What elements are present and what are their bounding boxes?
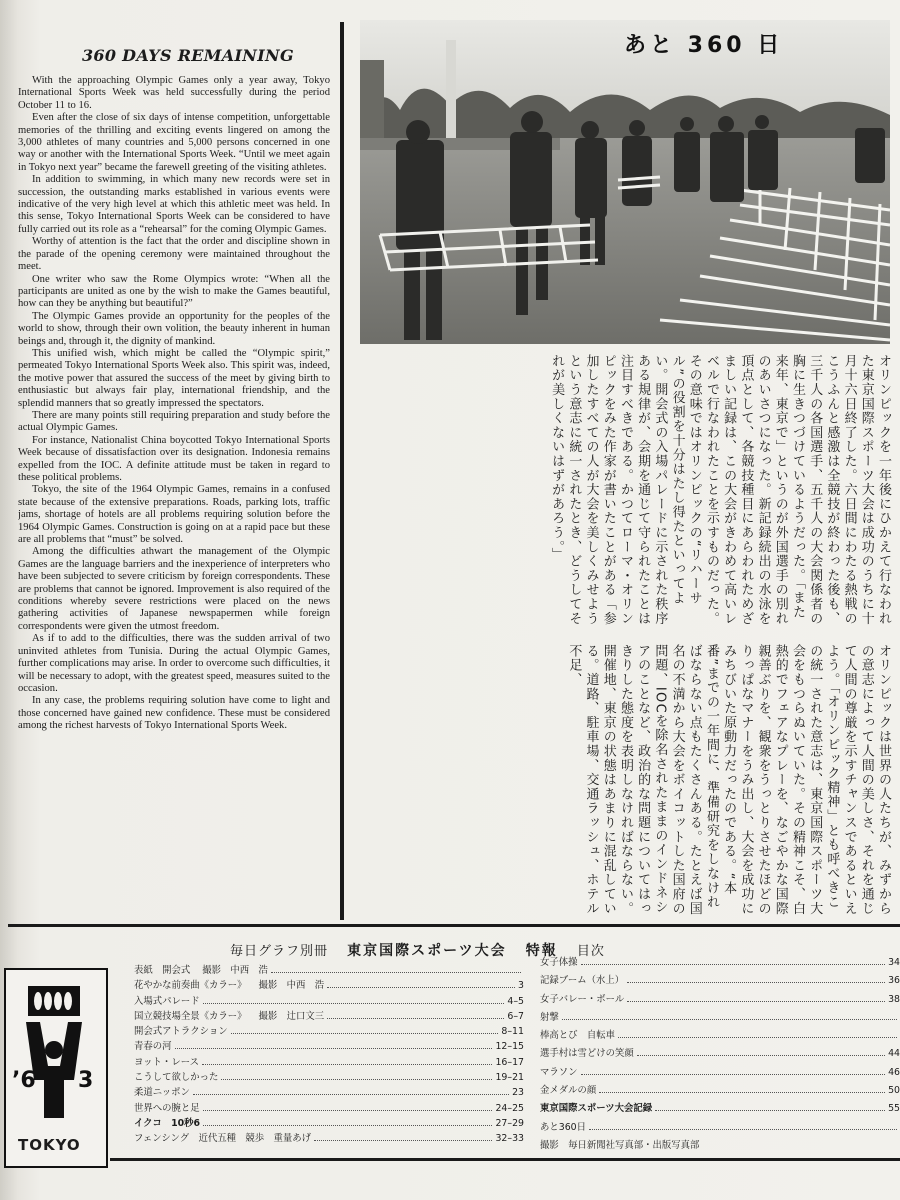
article-paragraph: The Olympic Games provide an opportunity for the peoples of the world to show, through their own volition, the beauty inherent in human beings and, through it, the dignity of mankind. xyxy=(18,310,330,347)
toc-leader-dots xyxy=(203,1003,505,1004)
toc-entry-title: ヨット・レース xyxy=(134,1056,199,1068)
toc-entry-title: 東京国際スポーツ大会記録 xyxy=(540,1103,653,1115)
toc-leader-dots xyxy=(271,972,521,973)
article-paragraph: There are many points still requiring preparation and study before the actual Olympic Games. xyxy=(18,409,330,434)
toc-leader-dots xyxy=(327,1018,504,1019)
toc-entry-page: 24–25 xyxy=(495,1102,524,1114)
toc-entry-credit: 撮影 辻口文三 xyxy=(258,1010,325,1022)
toc-entry-page: 38 xyxy=(888,993,900,1005)
toc-leader-dots xyxy=(599,1092,885,1093)
toc-entry[interactable] xyxy=(134,993,524,1008)
article-paragraph: As if to add to the difficulties, there was the sudden arrival of two uninvited athletes from Tunisia. During the actual Olympic Games, further complications may arise. In order to overcome such difficulties, it will be necessary to adopt, with the greatest speed, measures suited to the occasion. xyxy=(18,633,330,694)
logo-year-left: ’6 xyxy=(12,1068,36,1093)
toc-entry[interactable] xyxy=(540,1027,900,1045)
toc-left-list xyxy=(134,962,524,1146)
toc-entry[interactable] xyxy=(134,1023,524,1038)
english-article xyxy=(18,40,330,920)
toc-leader-dots xyxy=(327,987,515,988)
toc-entry-page: 12–15 xyxy=(495,1041,524,1053)
toc-entry[interactable] xyxy=(134,1084,524,1099)
toc-bottom-rule xyxy=(110,1158,900,1161)
article-paragraph: One writer who saw the Rome Olympics wrote: “When all the participants are united as one by the wish to make the Games beautiful, how can they be anything but beautiful?” xyxy=(18,273,330,310)
toc-entry[interactable] xyxy=(134,1115,524,1130)
toc-entry-title: 青春の河 xyxy=(134,1041,172,1053)
toc-entry[interactable] xyxy=(134,962,524,977)
toc-entry-title: 女子バレー・ボール xyxy=(540,993,625,1005)
toc-entry[interactable] xyxy=(540,1009,900,1027)
toc-header-event: 東京国際スポーツ大会 xyxy=(347,943,507,959)
article-paragraph: Tokyo, the site of the 1964 Olympic Games, remains in a confused state because of the extensive preparations. Roads, parking lots, traffic jams, shortage of hotels are all problems requiring solution before the 1964 Olympic Games. Construction is going on at a rapid pace but these are all problems that “must” be solved. xyxy=(18,484,330,546)
toc-entry-page: 32–33 xyxy=(495,1133,524,1145)
toc-entry-title: 開会式アトラクション xyxy=(134,1026,228,1038)
toc-entry[interactable] xyxy=(134,1100,524,1115)
toc-entry-page: 16–17 xyxy=(495,1056,524,1068)
article-paragraph: Worthy of attention is the fact that the order and discipline shown in the parade of the opening ceremony were maintained throughout the meet. xyxy=(18,236,330,273)
toc-right-list xyxy=(540,954,900,1155)
toc-entry-title: 金メダルの顔 xyxy=(540,1085,597,1097)
toc-leader-dots xyxy=(627,982,885,983)
article-paragraph: Even after the close of six days of intense competition, unforgettable memories of the thrilling and exciting events lingered on among the 3,000 athletes of many countries and 5,000 persons concerned in one way or another with the International Sports Week. “Until we meet again in Tokyo next year” became the farewell greeting of the visiting athletes. xyxy=(18,112,330,173)
japanese-text-lower: オリンピックは世界の人たちが、みずからの意志によって人間の美しさ、それを通じて人間の尊厳を示すチャンスであるといえよう。「オリンピック精神」とも呼べきこの統一された意志は、東京国際スポーツ大会をもつらぬいていた。その精神こそ、白熱的でフェアなプレーを、なごやかな国際親善ぶりを、観衆をうっとりさせたほどのりっぱなマナーをうみ出し、大会を成功にみちびいた原動力だったのである。“本番”までの一年間に、準備研究をしなければならない点もたくさんある。たとえば国名の不満から大会をボイコットした国府の問題、IOCを除名されたままのインドネシアのことなど、政治的な問題についてはっきりした態度を表明しなければならない。開催地、東京の状態はあまりに混乱している。道路、駐車場、交通ラッシュ、ホテル不足、 xyxy=(566,644,891,916)
toc-leader-dots xyxy=(193,1094,509,1095)
toc-entry[interactable] xyxy=(540,1137,900,1155)
toc-entry-title: 撮影 毎日新聞社写真部・出版写真部 xyxy=(540,1139,700,1151)
toc-entry[interactable] xyxy=(134,1130,524,1145)
toc-leader-dots xyxy=(637,1055,885,1056)
toc-entry-title: 入場式パレード xyxy=(134,995,200,1007)
toc-leader-dots xyxy=(203,1125,492,1126)
toc-leader-dots xyxy=(581,964,886,965)
toc-entry[interactable] xyxy=(540,972,900,990)
toc-leader-dots xyxy=(581,1074,886,1075)
article-paragraph: This unified wish, which might be called the “Olympic spirit,” permeated Tokyo International Sports Week also. This spirit was, indeed, the motive power that assured the success of the meet by giving birth to enthusiastic but always fair play, international friendship, and the splendid manners that so greatly impressed the spectators. xyxy=(18,347,330,409)
logo-city: TOKYO xyxy=(18,1136,81,1154)
article-paragraph: In any case, the problems requiring solution have come to light and those concerned have gained new confidence. These must be considered among the richest harvests of Tokyo International Sports Week. xyxy=(18,695,330,732)
toc-entry[interactable] xyxy=(540,1064,900,1082)
toc-leader-dots xyxy=(202,1064,492,1065)
toc-leader-dots xyxy=(175,1048,493,1049)
toc-leader-dots xyxy=(231,1033,499,1034)
toc-entry-page: 3 xyxy=(518,980,524,992)
toc-header-contents: 目次 xyxy=(576,944,605,959)
toc-entry-page: 27–29 xyxy=(495,1117,524,1129)
toc-leader-dots xyxy=(562,1019,897,1020)
toc-entry-page: 8–11 xyxy=(501,1026,524,1038)
toc-entry-title: 棒高とび 自転車 xyxy=(540,1030,616,1042)
article-body xyxy=(18,75,330,733)
toc-leader-dots xyxy=(203,1110,493,1111)
toc-entry-page: 55 xyxy=(888,1103,900,1115)
japanese-article-upper xyxy=(362,354,892,626)
photo-workers-carrying-railings xyxy=(360,20,890,344)
toc-entry-page: 4–5 xyxy=(507,995,524,1007)
toc-header-publication: 毎日グラフ別冊 xyxy=(230,944,329,959)
toc-entry-title: 表紙 開会式 xyxy=(134,965,191,976)
toc-entry-title: 記録ブーム（水上） xyxy=(540,975,625,987)
toc-entry-page: 44 xyxy=(888,1048,900,1060)
toc-entry-page: 19–21 xyxy=(495,1072,524,1084)
toc-entry-title: 世界への腕と足 xyxy=(134,1102,200,1114)
toc-entry[interactable] xyxy=(540,1045,900,1063)
toc-entry-page: 23 xyxy=(512,1087,524,1099)
japanese-text-upper: オリンピックを一年後にひかえて行なわれた東京国際スポーツ大会は成功のうちに十月十六日終了した。六日間にわたる熱戦のこうふんと感激は全競技が終わった後も、三千人の各国選手、五千人の大会関係者の胸に生きつづけているようだった。「また来年、東京で」というのが外国選手の別れのあいさつになった。新記録続出の水泳を頂点として、各競技種目にあらわれためざましい記録は、この大会がきわめて高いレベルで行なわれたことを示すものだった。その意味ではオリンピックの“リハーサル”の役割を十分はたし得たといってよい。開会式の入場パレードに示された秩序ある規律が、会期を通じて守られたことは注目すべきである。かつてローマ・オリンピックをみた作家が書いたことがある「参加したすべての人が大会を美しくみせようという意志に統一されたとき、どうしてそれが美しくないはずがあろう。」 xyxy=(549,354,891,626)
photo-caption-title: あと 360 日 xyxy=(624,33,784,58)
toc-entry[interactable] xyxy=(540,991,900,1009)
toc-entry-page: 46 xyxy=(888,1066,900,1078)
laurel-figure-icon xyxy=(6,970,102,1130)
toc-entry[interactable] xyxy=(540,954,900,972)
toc-leader-dots xyxy=(221,1079,492,1080)
toc-header-special: 特報 xyxy=(525,943,558,959)
toc-entry[interactable] xyxy=(540,1100,900,1118)
tokyo-1963-logo xyxy=(4,968,108,1168)
toc-entry-title: 射撃 xyxy=(540,1011,559,1023)
article-title: 360 DAYS REMAINING xyxy=(82,46,294,65)
article-paragraph: For instance, Nationalist China boycotted Tokyo International Sports Week because of dissatisfaction over its designation. Indonesia remains expelled from the IOC. A definite attitude must be taken in regard to these political problems. xyxy=(18,434,330,483)
logo-year-right: 3 xyxy=(78,1068,94,1093)
toc-entry-title: こうして欲しかった xyxy=(134,1072,219,1084)
toc-entry-title: 女子体操 xyxy=(540,957,578,968)
toc-entry[interactable] xyxy=(134,1054,524,1069)
column-divider xyxy=(340,22,344,920)
toc-entry-title: 柔道ニッポン xyxy=(134,1087,190,1099)
toc-entry[interactable] xyxy=(134,977,524,992)
toc-entry-title: 国立競技場全景《カラー》 xyxy=(134,1010,247,1022)
toc-entry-credit: 撮影 中西 浩 xyxy=(258,980,325,992)
photo-illustration xyxy=(360,20,890,344)
toc-entry-title: あと360日 xyxy=(540,1121,587,1133)
toc-entry-title: 選手村は雪どけの笑顔 xyxy=(540,1048,634,1060)
article-paragraph: In addition to swimming, in which many new records were set in succession, the outstanding marks established in various events were indicative of the very high level at which this athletic meet was held. In this sense, Tokyo International Sports Week can be considered to have fully carried out its role as a “rehearsal” for the coming Olympic Games. xyxy=(18,174,330,235)
toc-leader-dots xyxy=(589,1129,897,1130)
toc-entry-title: イクコ 10秒6 xyxy=(134,1117,201,1129)
toc-entry-page: 34 xyxy=(888,957,900,968)
toc-top-rule xyxy=(8,924,900,927)
toc-leader-dots xyxy=(314,1140,492,1141)
toc-entry-title: 花やかな前奏曲《カラー》 xyxy=(134,980,247,992)
toc-entry-page: 36 xyxy=(888,975,900,987)
toc-entry[interactable] xyxy=(134,1008,524,1023)
japanese-article xyxy=(362,354,892,919)
japanese-article-lower xyxy=(362,644,892,914)
article-paragraph: Among the difficulties athwart the management of the Olympic Games are the language barriers and the inexperience of interpreters who have been subjected to severe criticism by foreign correspondents. These are problems that cannot be ignored. Improvement is also required of the conditions whereby severe restrictions were placed on the news gathering activities of Japanese newspapermen while foreign correspondents were given the utmost freedom. xyxy=(18,546,330,632)
toc-entry[interactable] xyxy=(134,1069,524,1084)
toc-leader-dots xyxy=(618,1037,897,1038)
toc-leader-dots xyxy=(627,1001,885,1002)
toc-leader-dots xyxy=(655,1110,885,1111)
toc-entry[interactable] xyxy=(540,1119,900,1137)
toc-entry[interactable] xyxy=(540,1082,900,1100)
toc-entry-page: 50 xyxy=(888,1085,900,1097)
toc-entry-title: フェンシング 近代五種 競歩 重量あげ xyxy=(134,1133,311,1145)
toc-entry-page: 6–7 xyxy=(507,1010,524,1022)
toc-entry-credit: 撮影 中西 浩 xyxy=(202,965,268,976)
toc-entry[interactable] xyxy=(134,1038,524,1053)
article-paragraph: With the approaching Olympic Games only a year away, Tokyo International Sports Week was held successfully during the period October 11 to 16. xyxy=(18,75,330,111)
toc-entry-title: マラソン xyxy=(540,1066,578,1078)
